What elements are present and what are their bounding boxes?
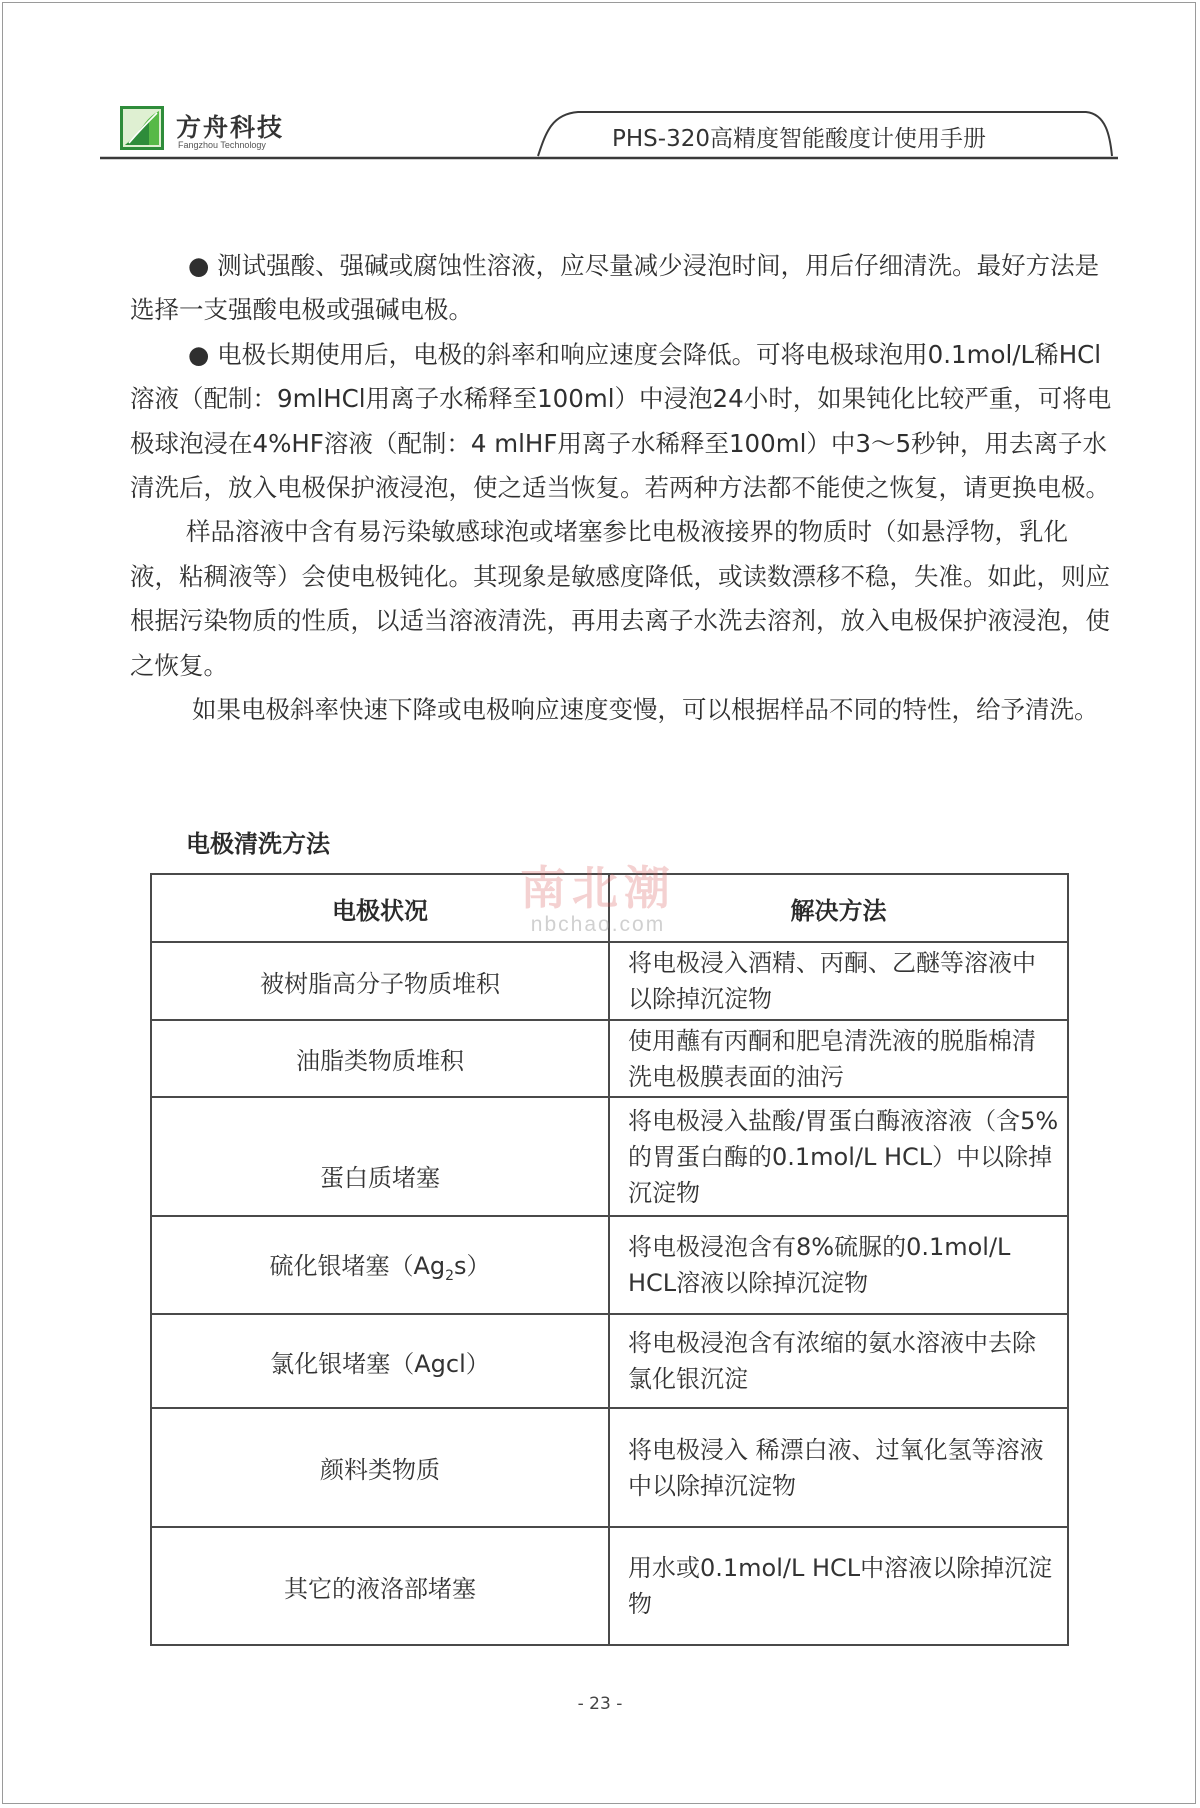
condition-cell: 被树脂高分子物质堆积 [151, 942, 609, 1020]
watermark-url: nbchao.com [530, 913, 666, 936]
condition-cell [151, 1216, 609, 1314]
condition-subscript: 2 [445, 1267, 455, 1284]
cleaning-methods-table [150, 873, 1069, 1646]
header-tab-outline [0, 0, 1200, 170]
condition-text: s） [454, 1252, 491, 1281]
condition-cell: 油脂类物质堆积 [151, 1020, 609, 1097]
table-row [151, 1408, 1068, 1527]
page-number: - 23 - [577, 1694, 623, 1714]
brand-name: 方舟科技 [176, 113, 285, 142]
table-row [151, 1527, 1068, 1645]
condition-cell: 氯化银堵塞（Agcl） [151, 1314, 609, 1408]
condition-cell: 其它的液洛部堵塞 [151, 1527, 609, 1645]
condition-cell: 颜料类物质 [151, 1408, 609, 1527]
condition-text: 硫化银堵塞（Ag [269, 1252, 446, 1281]
solution-cell: 将电极浸入酒精、丙酮、乙醚等溶液中以除掉沉淀物 [609, 942, 1068, 1020]
table-row [151, 1020, 1068, 1097]
paragraph-long-term-use: ● 电极长期使用后，电极的斜率和响应速度会降低。可将电极球泡用0.1mol/L稀HCl溶液（配制：9mlHCl用离子水稀释至100ml）中浸泡24小时，如果钝化比较严重，可将电极球泡浸在4%HF溶液（配制：4 mlHF用离子水稀释至100ml）中3～5秒钟，用去离子水清洗后，放入电极保护液浸泡，使之适当恢复。若两种方法都不能使之恢复，请更换电极。 [130, 339, 1112, 503]
solution-cell: 使用蘸有丙酮和肥皂清洗液的脱脂棉清洗电极膜表面的油污 [609, 1020, 1068, 1097]
paragraph-contamination: 样品溶液中含有易污染敏感球泡或堵塞参比电极液接界的物质时（如悬浮物，乳化液，粘稠液等）会使电极钝化。其现象是敏感度降低，或读数漂移不稳，失准。如此，则应根据污染物质的性质，以适当溶液清洗，再用去离子水洗去溶剂，放入电极保护液浸泡，使之恢复。 [130, 517, 1110, 680]
table-header-row [151, 874, 1068, 942]
body-text [130, 244, 1115, 732]
solution-cell: 用水或0.1mol/L HCL中溶液以除掉沉淀物 [609, 1527, 1068, 1645]
table-row [151, 942, 1068, 1020]
solution-cell: 将电极浸入 稀漂白液、过氧化氢等溶液中以除掉沉淀物 [609, 1408, 1068, 1527]
paragraph-strong-acid: ● 测试强酸、强碱或腐蚀性溶液，应尽量减少浸泡时间，用后仔细清洗。最好方法是选择一支强酸电极或强碱电极。 [130, 251, 1100, 325]
section-title: 电极清洗方法 [186, 830, 330, 858]
condition-cell: 蛋白质堵塞 [151, 1097, 609, 1216]
manual-title: PHS-320高精度智能酸度计使用手册 [612, 126, 986, 152]
table-row [151, 1097, 1068, 1216]
watermark-text: 南北潮 [520, 861, 676, 915]
solution-cell: 将电极浸泡含有8%硫脲的0.1mol/L HCL溶液以除掉沉淀物 [609, 1216, 1068, 1314]
table-row [151, 1216, 1068, 1314]
brand-subtitle: Fangzhou Technology [178, 140, 266, 150]
paragraph-slope-drop: 如果电极斜率快速下降或电极响应速度变慢，可以根据样品不同的特性，给予清洗。 [192, 695, 1099, 725]
column-header-solution: 解决方法 [609, 874, 1068, 942]
column-header-condition: 电极状况 [151, 874, 609, 942]
solution-cell: 将电极浸入盐酸/胃蛋白酶液溶液（含5%的胃蛋白酶的0.1mol/L HCL）中以除掉沉淀物 [609, 1097, 1068, 1216]
table-row [151, 1314, 1068, 1408]
solution-cell: 将电极浸泡含有浓缩的氨水溶液中去除氯化银沉淀 [609, 1314, 1068, 1408]
